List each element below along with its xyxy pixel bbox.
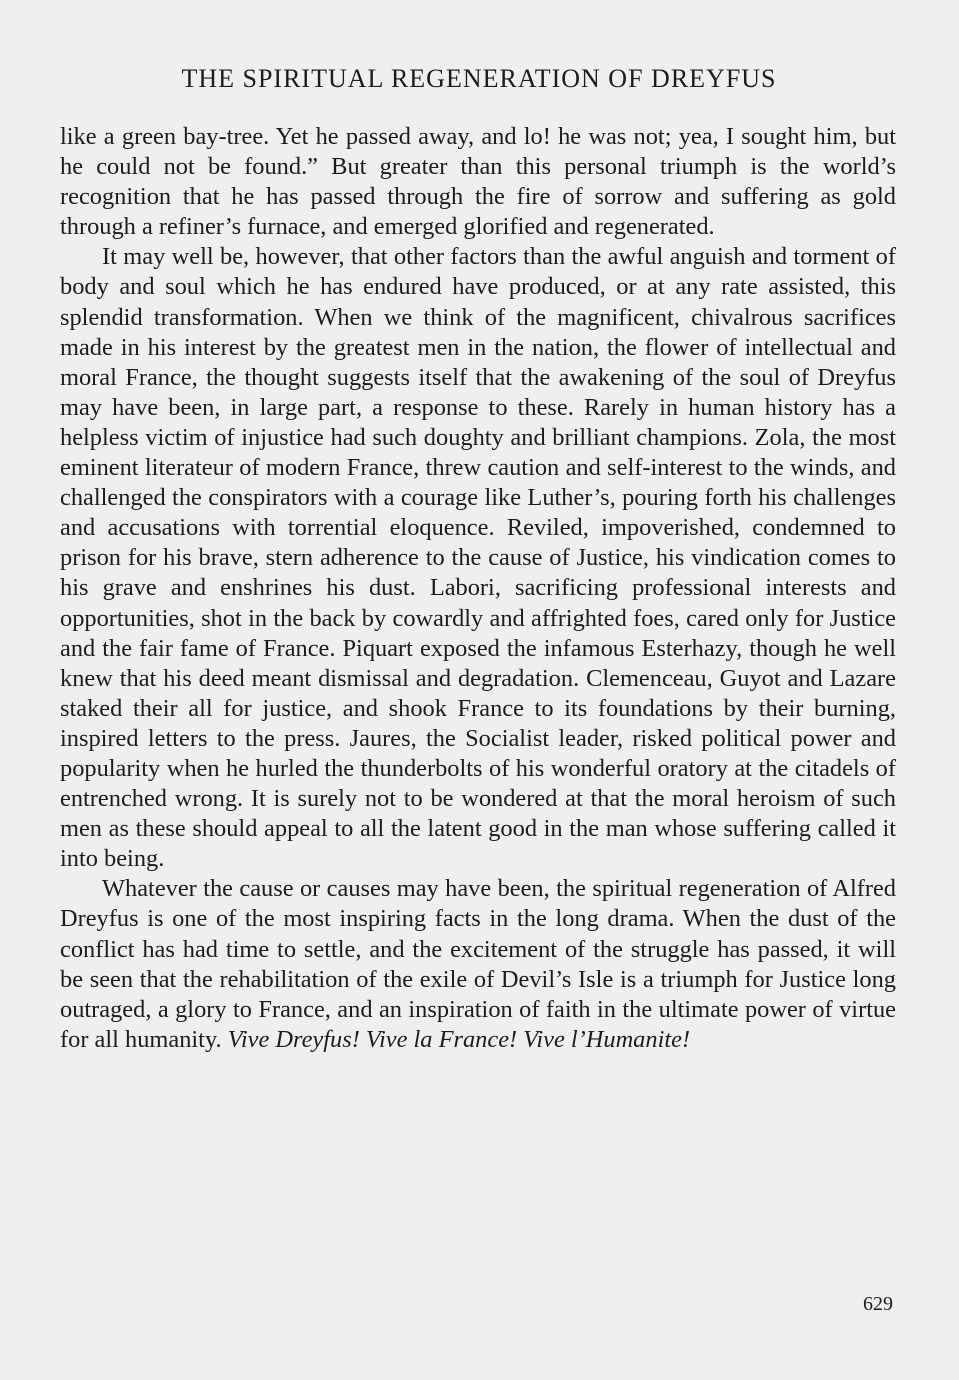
paragraph: like a green bay-tree. Yet he passed away, and lo! he was not; yea, I sought him, but he could not be found.” But greater than this personal triumph is the world’s recognition that he has passed through the fire of sorrow and suffering as gold through a refiner’s furnace, and emerged glorified and regenerated. bbox=[60, 123, 896, 241]
paragraph: It may well be, however, that other factors than the awful anguish and torment of body and soul which he has endured have produced, or at any rate assisted, this splendid transformation. When we think of the magnificent, chivalrous sacrifices made in his interest by the greatest men in the nation, the flower of intellectual and moral France, the thought suggests itself that the awakening of the soul of Dreyfus may have been, in large part, a response to these. Rarely in human history has a helpless victim of injustice had such doughty and brilliant champions. Zola, the most eminent literateur of modern France, threw caution and self-interest to the winds, and challenged the conspirators with a courage like Luther’s, pouring forth his challenges and accusations with torrential eloquence. Reviled, impoverished, condemned to prison for his brave, stern adherence to the cause of Justice, his vindication comes to his grave and enshrines his dust. Labori, sacrificing professional interests and opportunities, shot in the back by cowardly and affrighted foes, cared only for Justice and the fair fame of France. Piquart exposed the infamous Esterhazy, though he well knew that his deed meant dismissal and degradation. Clemenceau, Guyot and Lazare staked their all for justice, and shook France to its foundations by their burning, inspired letters to the press. Jaures, the Socialist leader, risked political power and popularity when he hurled the thunderbolts of his wonderful oratory at the citadels of entrenched wrong. It is surely not to be wondered at that the moral heroism of such men as these should appeal to all the latent good in the man whose suffering called it into being. bbox=[60, 243, 896, 873]
closing-exclamation: Vive Dreyfus! Vive la France! Vive l’Humanite! bbox=[227, 1025, 691, 1053]
page-number: 629 bbox=[863, 1293, 893, 1315]
paragraph-text: Whatever the cause or causes may have been, the spiritual regeneration of Alfred Dreyfus is one of the most inspiring facts in the long drama. When the dust of the conflict has had time to settle, and the excitement of the struggle has passed, it will be seen that the rehabilitation of the exile of Devil’s Isle is a triumph for Justice long outraged, a glory to France, and an inspiration of faith in the ultimate power of virtue for all humanity. bbox=[60, 875, 896, 1053]
paragraph bbox=[60, 874, 896, 1055]
running-head: THE SPIRITUAL REGENERATION OF DREYFUS bbox=[181, 64, 777, 93]
body-text bbox=[60, 122, 896, 1055]
